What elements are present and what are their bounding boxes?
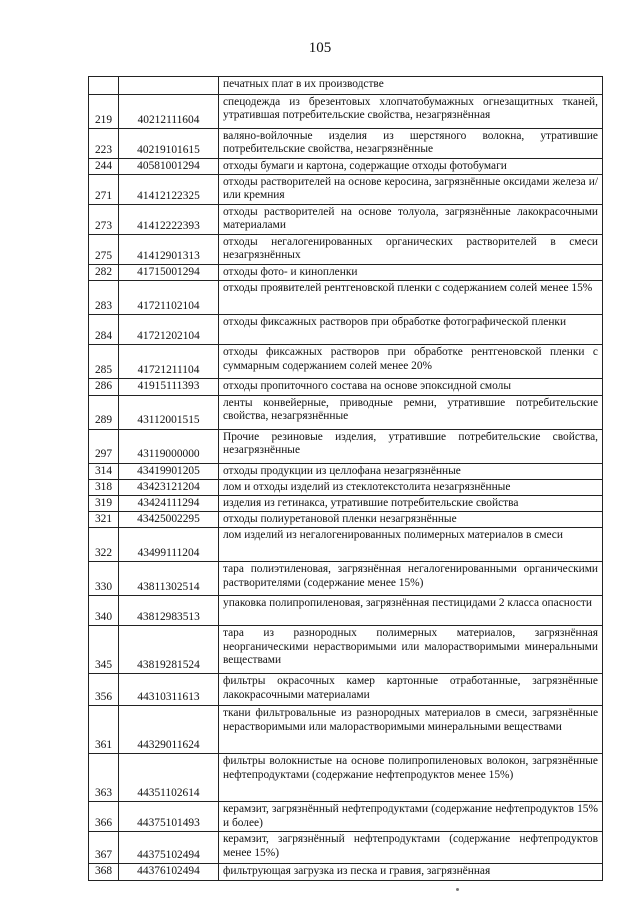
waste-code: 44351102614 — [119, 754, 219, 802]
row-number: 319 — [89, 496, 119, 512]
waste-code: 41412901313 — [119, 235, 219, 265]
row-number: 275 — [89, 235, 119, 265]
waste-description: отходы продукции из целлофана незагрязнённые — [219, 463, 603, 479]
row-number: 318 — [89, 479, 119, 495]
row-number: 284 — [89, 315, 119, 345]
waste-description: ленты конвейерные, приводные ремни, утратившие потребительские свойства, незагрязнённые — [219, 395, 603, 429]
row-number: 297 — [89, 429, 119, 463]
waste-description: валяно-войлочные изделия из шерстяного волокна, утратившие потребительские свойства, незагрязнённые — [219, 129, 603, 159]
page-number: 105 — [308, 40, 332, 56]
row-number: 286 — [89, 379, 119, 395]
row-number: 282 — [89, 265, 119, 281]
waste-code: 43119000000 — [119, 429, 219, 463]
table-row — [89, 562, 603, 596]
waste-code: 41412222393 — [119, 205, 219, 235]
waste-description: изделия из гетинакса, утратившие потребительские свойства — [219, 496, 603, 512]
waste-description: отходы бумаги и картона, содержащие отходы фотобумаги — [219, 159, 603, 175]
waste-description: лом и отходы изделий из стеклотекстолита незагрязнённые — [219, 479, 603, 495]
waste-description: отходы пропиточного состава на основе эпоксидной смолы — [219, 379, 603, 395]
table-row — [89, 626, 603, 674]
waste-description: отходы негалогенированных органических растворителей в смеси незагрязнённых — [219, 235, 603, 265]
row-number: 314 — [89, 463, 119, 479]
waste-code: 41915111393 — [119, 379, 219, 395]
waste-code: 43424111294 — [119, 496, 219, 512]
row-number: 322 — [89, 528, 119, 562]
table-row — [89, 496, 603, 512]
table-row — [89, 429, 603, 463]
row-number: 340 — [89, 596, 119, 626]
table-row — [89, 832, 603, 864]
waste-table — [88, 76, 603, 881]
waste-code: 43811302514 — [119, 562, 219, 596]
waste-description: тара из разнородных полимерных материалов, загрязнённая неорганическими нерастворимыми или малорастворимыми минеральными веществами — [219, 626, 603, 674]
table-row — [89, 463, 603, 479]
table-row — [89, 754, 603, 802]
table-row — [89, 265, 603, 281]
row-number: 366 — [89, 802, 119, 832]
table-row — [89, 315, 603, 345]
table-row — [89, 596, 603, 626]
row-number: 321 — [89, 512, 119, 528]
waste-description: спецодежда из брезентовых хлопчатобумажных огнезащитных тканей, утратившая потребительские свойства, незагрязнённая — [219, 95, 603, 129]
waste-code — [119, 77, 219, 95]
table-row — [89, 802, 603, 832]
table-row — [89, 706, 603, 754]
waste-code: 41715001294 — [119, 265, 219, 281]
table-row — [89, 159, 603, 175]
row-number: 289 — [89, 395, 119, 429]
waste-description: ткани фильтровальные из разнородных материалов в смеси, загрязнённые нерастворимыми или малорастворимыми минеральными веществами — [219, 706, 603, 754]
row-number: 345 — [89, 626, 119, 674]
waste-description: фильтры окрасочных камер картонные отработанные, загрязнённые лакокрасочными материалами — [219, 674, 603, 706]
waste-code: 43112001515 — [119, 395, 219, 429]
table-row — [89, 528, 603, 562]
table-row — [89, 395, 603, 429]
row-number: 223 — [89, 129, 119, 159]
scan-dot — [456, 888, 459, 891]
waste-code: 44375102494 — [119, 832, 219, 864]
row-number: 283 — [89, 281, 119, 315]
waste-code: 44310311613 — [119, 674, 219, 706]
waste-description: отходы растворителей на основе толуола, загрязнённые лакокрасочными материалами — [219, 205, 603, 235]
waste-description: отходы фото- и кинопленки — [219, 265, 603, 281]
waste-description: фильтрующая загрузка из песка и гравия, загрязнённая — [219, 864, 603, 880]
waste-code: 40581001294 — [119, 159, 219, 175]
row-number: 273 — [89, 205, 119, 235]
waste-code: 40212111604 — [119, 95, 219, 129]
waste-code: 43819281524 — [119, 626, 219, 674]
waste-code: 41412122325 — [119, 175, 219, 205]
table-row — [89, 235, 603, 265]
table-row — [89, 205, 603, 235]
waste-description: Прочие резиновые изделия, утратившие потребительские свойства, незагрязнённые — [219, 429, 603, 463]
row-number: 356 — [89, 674, 119, 706]
waste-description: тара полиэтиленовая, загрязнённая негалогенированными органическими растворителями (содержание менее 15%) — [219, 562, 603, 596]
row-number — [89, 77, 119, 95]
row-number: 363 — [89, 754, 119, 802]
waste-description: отходы проявителей рентгеновской пленки с содержанием солей менее 15% — [219, 281, 603, 315]
waste-code: 41721102104 — [119, 281, 219, 315]
waste-code: 44329011624 — [119, 706, 219, 754]
waste-description: фильтры волокнистые на основе полипропиленовых волокон, загрязнённые нефтепродуктами (содержание нефтепродуктов менее 15%) — [219, 754, 603, 802]
table-row — [89, 281, 603, 315]
table-row — [89, 479, 603, 495]
row-number: 285 — [89, 345, 119, 379]
table-row — [89, 674, 603, 706]
waste-description: отходы фиксажных растворов при обработке фотографической пленки — [219, 315, 603, 345]
waste-description: керамзит, загрязнённый нефтепродуктами (содержание нефтепродуктов 15% и более) — [219, 802, 603, 832]
waste-code: 40219101615 — [119, 129, 219, 159]
table-row — [89, 175, 603, 205]
waste-code: 43812983513 — [119, 596, 219, 626]
waste-description: керамзит, загрязнённый нефтепродуктами (содержание нефтепродуктов менее 15%) — [219, 832, 603, 864]
table-row — [89, 345, 603, 379]
row-number: 219 — [89, 95, 119, 129]
row-number: 244 — [89, 159, 119, 175]
waste-code: 43425002295 — [119, 512, 219, 528]
table-row — [89, 512, 603, 528]
row-number: 361 — [89, 706, 119, 754]
waste-code: 43423121204 — [119, 479, 219, 495]
waste-code: 44376102494 — [119, 864, 219, 880]
row-number: 368 — [89, 864, 119, 880]
table-row — [89, 95, 603, 129]
waste-code: 44375101493 — [119, 802, 219, 832]
waste-description: отходы растворителей на основе керосина, загрязнённые оксидами железа и/или кремния — [219, 175, 603, 205]
row-number: 367 — [89, 832, 119, 864]
table-row — [89, 77, 603, 95]
waste-description: лом изделий из негалогенированных полимерных материалов в смеси — [219, 528, 603, 562]
waste-code: 43419901205 — [119, 463, 219, 479]
waste-description: упаковка полипропиленовая, загрязнённая пестицидами 2 класса опасности — [219, 596, 603, 626]
table-row — [89, 129, 603, 159]
waste-code: 43499111204 — [119, 528, 219, 562]
row-number: 330 — [89, 562, 119, 596]
table-row — [89, 379, 603, 395]
waste-description: отходы фиксажных растворов при обработке рентгеновской пленки с суммарным содержанием солей менее 20% — [219, 345, 603, 379]
waste-code: 41721202104 — [119, 315, 219, 345]
table-row — [89, 864, 603, 880]
row-number: 271 — [89, 175, 119, 205]
waste-description: печатных плат в их производстве — [219, 77, 603, 95]
waste-code: 41721211104 — [119, 345, 219, 379]
waste-description: отходы полиуретановой пленки незагрязнённые — [219, 512, 603, 528]
